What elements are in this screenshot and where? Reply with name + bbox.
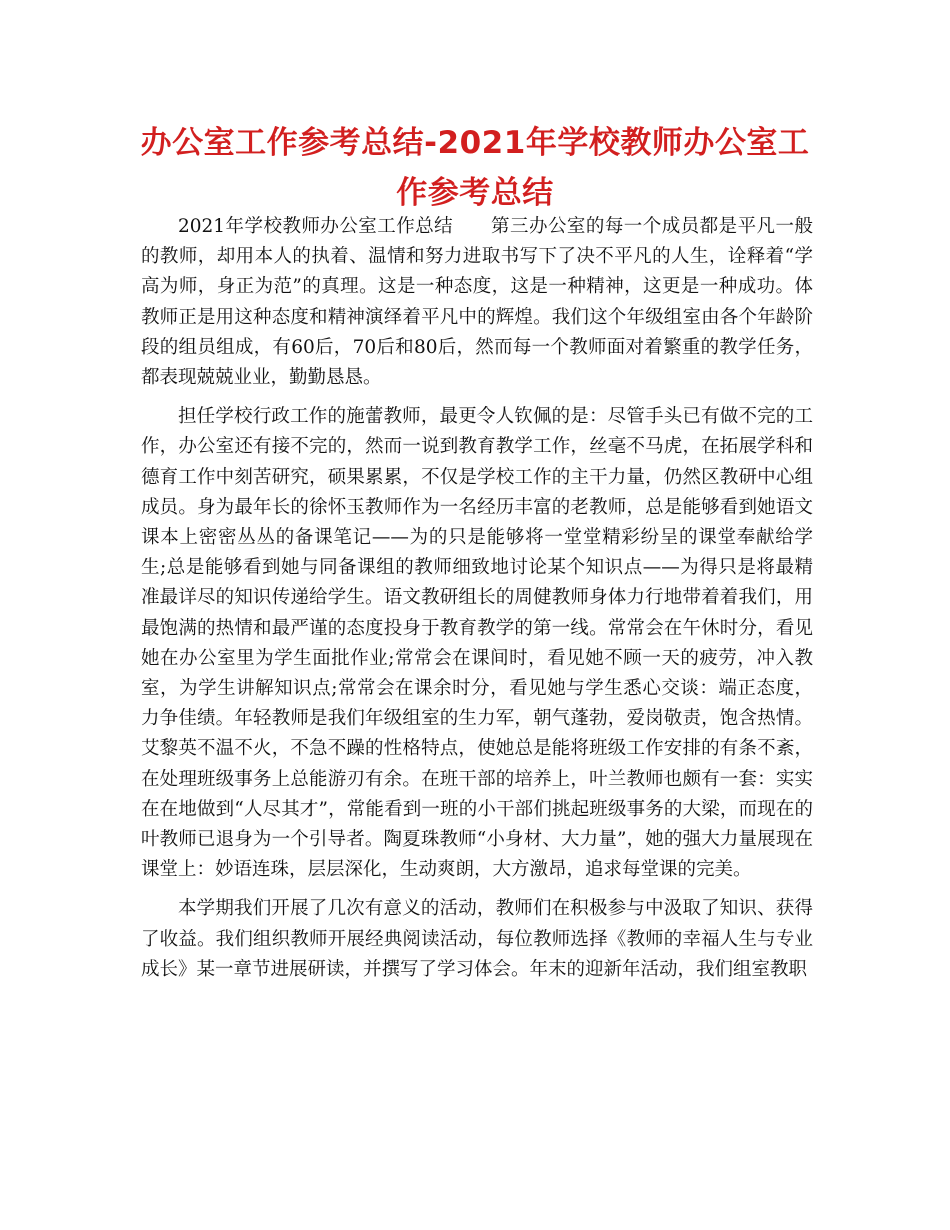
document-body (141, 212, 813, 994)
paragraph-3: 本学期我们开展了几次有意义的活动，教师们在积极参与中汲取了知识、获得了收益。我们组织教师开展经典阅读活动，每位教师选择《教师的幸福人生与专业成长》某一章节进展研读，并撰写了学习体会。年末的迎新年活动，我们组室教职 (141, 898, 813, 980)
paragraph-1: 2021年学校教师办公室工作总结 第三办公室的每一个成员都是平凡一般的教师，却用本人的执着、温情和努力进取书写下了决不平凡的人生，诠释着“学高为师，身正为范”的真理。这是一种态度，这是一种精神，这更是一种成功。体教师正是用这种态度和精神演绎着平凡中的辉煌。我们这个年级组室由各个年龄阶段的组员组成，有60后，70后和80后，然而每一个教师面对着繁重的教学任务，都表现兢兢业业，勤勤恳恳。 (141, 216, 813, 389)
paragraph-2: 担任学校行政工作的施蕾教师，最更令人钦佩的是：尽管手头已有做不完的工作，办公室还有接不完的，然而一说到教育教学工作，丝毫不马虎，在拓展学科和德育工作中刻苦研究，硕果累累，不仅是学校工作的主干力量，仍然区教研中心组成员。身为最年长的徐怀玉教师作为一名经历丰富的老教师，总是能够看到她语文课本上密密丛丛的备课笔记——为的只是能够将一堂堂精彩纷呈的课堂奉献给学生;总是能够看到她与同备课组的教师细致地讨论某个知识点——为得只是将最精准最详尽的知识传递给学生。语文教研组长的周健教师身体力行地带着着我们，用最饱满的热情和最严谨的态度投身于教育教学的第一线。常常会在午休时分，看见她在办公室里为学生面批作业;常常会在课间时，看见她不顾一天的疲劳，冲入教室，为学生讲解知识点;常常会在课余时分，看见她与学生悉心交谈：端正态度，力争佳绩。年轻教师是我们年级组室的生力军，朝气蓬勃，爱岗敬责，饱含热情。艾黎英不温不火，不急不躁的性格特点，使她总是能将班级工作安排的有条不紊，在处理班级事务上总能游刃有余。在班干部的培养上，叶兰教师也颇有一套：实实在在地做到“人尽其才”，常能看到一班的小干部们挑起班级事务的大梁，而现在的叶教师已退身为一个引导者。陶夏珠教师“小身材、大力量”，她的强大力量展现在课堂上：妙语连珠，层层深化，生动爽朗，大方激昂，追求每堂课的完美。 (141, 406, 813, 881)
document-title: 办公室工作参考总结-2021年学校教师办公室工作参考总结 (140, 125, 810, 211)
